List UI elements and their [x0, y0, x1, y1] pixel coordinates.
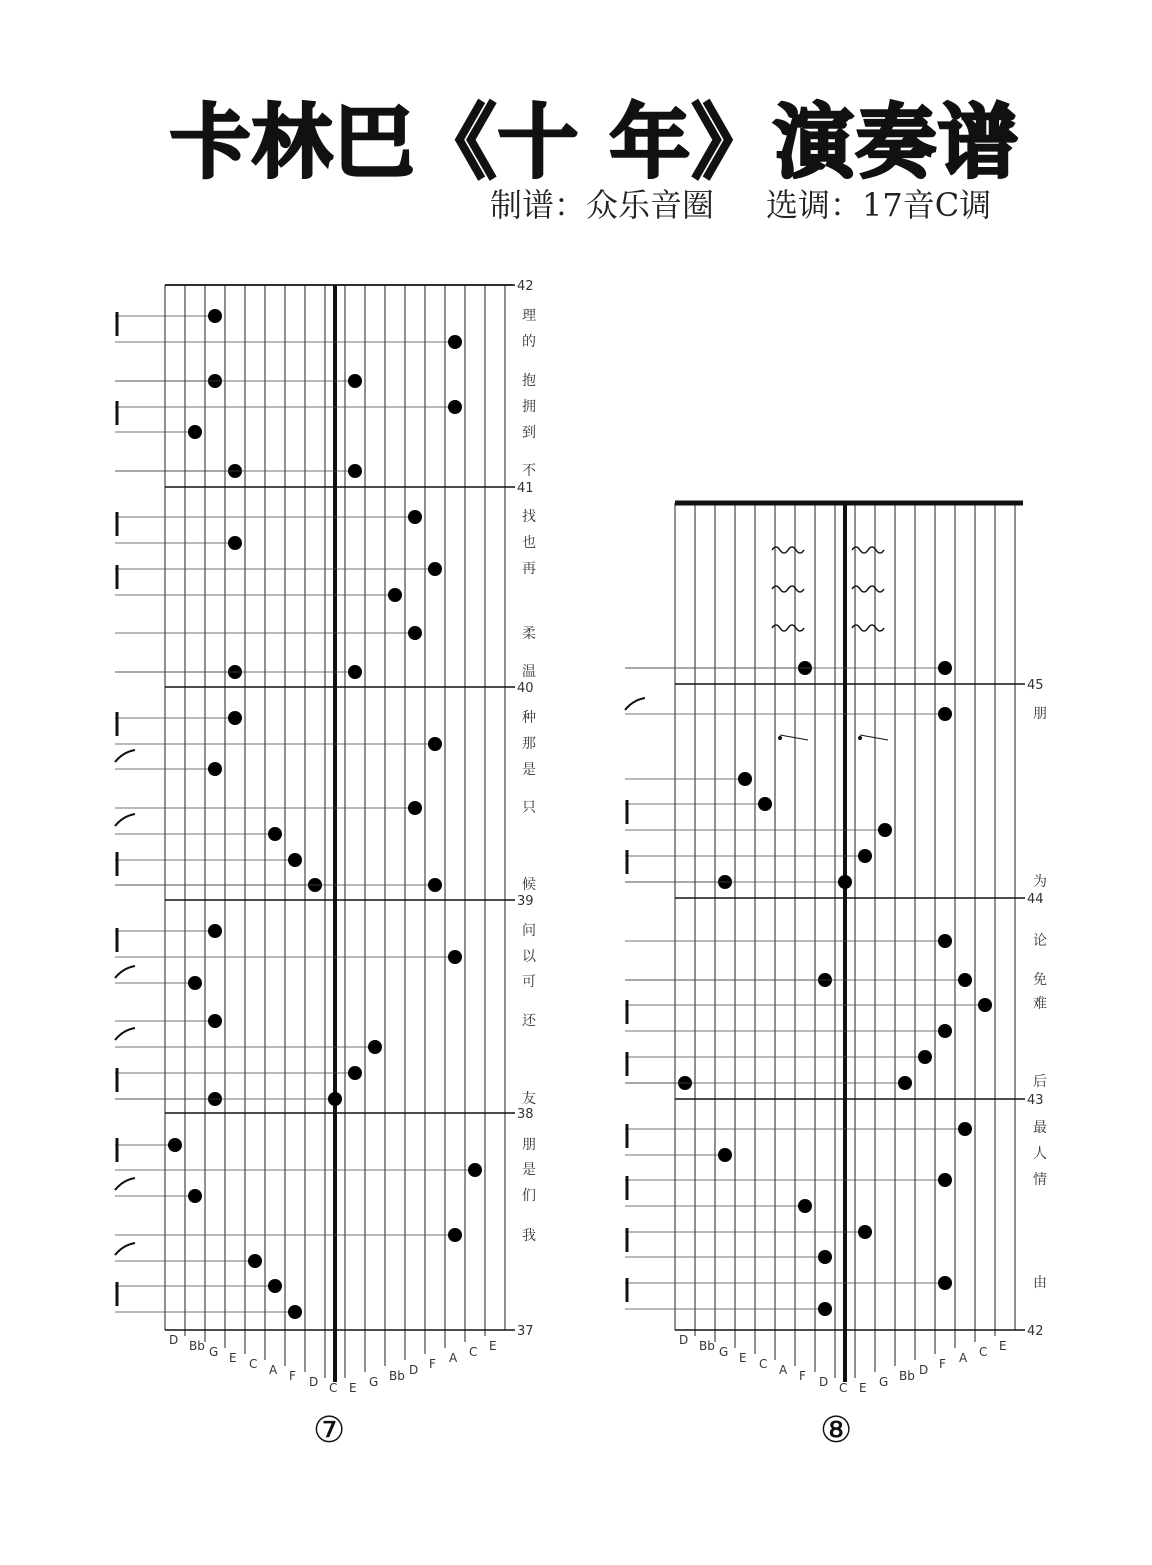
s8-bar-number: 44 [1027, 892, 1044, 907]
s8-note-name: C [759, 1357, 768, 1371]
section-8-label: ⑧ [820, 1410, 853, 1451]
s8-bar-number: 45 [1027, 678, 1044, 693]
s7-lyric: 再 [522, 561, 536, 577]
arranger-label: 制谱：众乐音圈 [490, 186, 715, 224]
s7-lyric: 朋 [522, 1137, 536, 1153]
s8-note-name: Bb [899, 1369, 915, 1383]
section-7-label: ⑦ [313, 1410, 346, 1451]
s7-lyric: 以 [522, 949, 536, 965]
s7-lyric: 候 [522, 877, 536, 893]
s8-note-name: F [799, 1369, 806, 1383]
s7-note-dot [228, 711, 242, 725]
s8-lyric: 最 [1033, 1120, 1047, 1136]
s8-lyric: 论 [1033, 933, 1047, 949]
s7-bar-number: 42 [517, 279, 534, 294]
s7-note-dot [348, 464, 362, 478]
s7-lyric: 种 [522, 710, 536, 726]
s8-note-name: A [959, 1351, 968, 1365]
page-title: 卡林巴《十 年》演奏谱 [170, 96, 1020, 189]
s7-lyric: 那 [522, 736, 536, 752]
s8-note-dot [718, 1148, 732, 1162]
s7-lyric: 是 [522, 762, 536, 778]
s8-note-dot [938, 661, 952, 675]
s7-note-name: Bb [189, 1339, 205, 1353]
s7-note-dot [348, 1066, 362, 1080]
s7-note-dot [428, 737, 442, 751]
s7-sheet [115, 279, 537, 1395]
s7-bar-number: 39 [517, 894, 534, 909]
s7-lyric: 找 [522, 509, 536, 525]
s7-note-dot [268, 827, 282, 841]
s7-note-name: F [289, 1369, 296, 1383]
s8-note-dot [838, 875, 852, 889]
s7-slur-mark [115, 1178, 135, 1190]
s8-sheet [625, 503, 1047, 1395]
s7-lyric: 还 [522, 1013, 536, 1029]
s7-bar-number: 41 [517, 481, 534, 496]
s7-note-dot [328, 1092, 342, 1106]
s7-note-dot [408, 801, 422, 815]
s8-bar-number: 43 [1027, 1093, 1044, 1108]
s7-lyric: 理 [522, 308, 536, 324]
s7-note-dot [348, 665, 362, 679]
s7-note-name: D [169, 1333, 179, 1347]
s7-note-dot [188, 425, 202, 439]
s7-slur-mark [115, 1243, 135, 1255]
s7-note-dot [208, 762, 222, 776]
s7-lyric: 温 [522, 664, 536, 680]
s8-note-dot [978, 998, 992, 1012]
s7-lyric: 只 [522, 800, 536, 816]
s7-note-dot [168, 1138, 182, 1152]
s7-note-name: C [329, 1381, 338, 1395]
s8-note-name: D [819, 1375, 829, 1389]
s7-lyric: 可 [522, 974, 536, 990]
grace-dot [778, 736, 782, 740]
s8-bar-number: 42 [1027, 1324, 1044, 1339]
s7-lyric: 友 [522, 1091, 536, 1107]
s8-note-dot [958, 1122, 972, 1136]
s8-lyric: 难 [1033, 996, 1047, 1012]
s8-note-dot [858, 849, 872, 863]
s7-lyric: 的 [522, 334, 536, 350]
s8-note-dot [938, 1173, 952, 1187]
s8-note-dot [938, 934, 952, 948]
s8-note-dot [938, 1024, 952, 1038]
s8-note-name: G [879, 1375, 889, 1389]
s7-note-dot [448, 950, 462, 964]
s8-note-dot [938, 1276, 952, 1290]
tremolo-mark [852, 586, 884, 592]
s7-note-dot [408, 510, 422, 524]
s7-note-dot [208, 309, 222, 323]
s8-note-name: Bb [699, 1339, 715, 1353]
s8-lyric: 情 [1033, 1172, 1047, 1188]
s8-note-name: A [779, 1363, 788, 1377]
s8-note-dot [898, 1076, 912, 1090]
s7-lyric: 我 [522, 1228, 536, 1244]
s7-note-dot [368, 1040, 382, 1054]
s7-lyric: 问 [522, 923, 536, 939]
s7-note-name: D [309, 1375, 319, 1389]
s7-note-name: A [269, 1363, 278, 1377]
s8-note-dot [918, 1050, 932, 1064]
s7-note-dot [348, 374, 362, 388]
s7-note-name: G [209, 1345, 219, 1359]
s7-note-dot [188, 976, 202, 990]
s7-lyric: 柔 [522, 626, 536, 642]
s7-lyric: 抱 [522, 373, 536, 389]
s7-note-name: Bb [389, 1369, 405, 1383]
s7-lyric: 到 [522, 425, 536, 441]
s8-note-dot [858, 1225, 872, 1239]
s8-note-dot [938, 707, 952, 721]
tremolo-mark [852, 547, 884, 553]
s7-note-dot [388, 588, 402, 602]
s7-note-name: D [409, 1363, 419, 1377]
s7-lyric: 不 [522, 463, 536, 479]
s7-note-name: C [249, 1357, 258, 1371]
grace-dot [858, 736, 862, 740]
s7-bar-number: 40 [517, 681, 534, 696]
s7-lyric: 是 [522, 1162, 536, 1178]
s8-note-name: D [679, 1333, 689, 1347]
s7-note-dot [288, 853, 302, 867]
s8-lyric: 朋 [1033, 706, 1047, 722]
tremolo-mark [772, 547, 804, 553]
tremolo-mark [772, 625, 804, 631]
s8-note-dot [758, 797, 772, 811]
s8-note-name: E [859, 1381, 867, 1395]
s8-note-dot [958, 973, 972, 987]
s7-note-name: F [429, 1357, 436, 1371]
s7-note-dot [208, 924, 222, 938]
s7-note-dot [428, 878, 442, 892]
s7-note-dot [208, 1014, 222, 1028]
s7-note-dot [248, 1254, 262, 1268]
s7-note-dot [288, 1305, 302, 1319]
s7-note-name: E [349, 1381, 357, 1395]
s7-bar-number: 37 [517, 1324, 534, 1339]
s8-slur-mark [625, 698, 645, 710]
s7-slur-mark [115, 1028, 135, 1040]
s8-lyric: 后 [1033, 1074, 1047, 1090]
tremolo-mark [772, 586, 804, 592]
s7-note-dot [408, 626, 422, 640]
s7-note-dot [268, 1279, 282, 1293]
s7-note-dot [468, 1163, 482, 1177]
s8-lyric: 人 [1033, 1146, 1047, 1162]
s8-note-name: D [919, 1363, 929, 1377]
s7-note-name: E [489, 1339, 497, 1353]
grace-line [860, 735, 888, 740]
s7-slur-mark [115, 750, 135, 762]
s7-lyric: 也 [522, 535, 536, 551]
s7-note-dot [448, 1228, 462, 1242]
s8-note-dot [818, 1250, 832, 1264]
s7-slur-mark [115, 814, 135, 826]
s8-note-dot [818, 1302, 832, 1316]
s8-note-name: E [999, 1339, 1007, 1353]
s7-note-dot [428, 562, 442, 576]
s8-note-name: C [979, 1345, 988, 1359]
s8-lyric: 为 [1033, 874, 1047, 890]
s7-lyric: 们 [522, 1188, 536, 1204]
s8-note-dot [878, 823, 892, 837]
s8-lyric: 由 [1033, 1275, 1047, 1291]
s8-note-name: C [839, 1381, 848, 1395]
s8-note-dot [738, 772, 752, 786]
s7-note-dot [448, 335, 462, 349]
s8-note-name: E [739, 1351, 747, 1365]
tremolo-mark [852, 625, 884, 631]
s8-note-dot [798, 1199, 812, 1213]
s8-lyric: 免 [1033, 972, 1047, 988]
s7-note-name: A [449, 1351, 458, 1365]
s7-note-name: E [229, 1351, 237, 1365]
grace-line [780, 735, 808, 740]
s7-bar-number: 38 [517, 1107, 534, 1122]
s7-lyric: 拥 [522, 399, 536, 415]
s7-note-dot [228, 536, 242, 550]
s8-note-name: F [939, 1357, 946, 1371]
s7-note-name: C [469, 1345, 478, 1359]
s7-note-dot [188, 1189, 202, 1203]
s7-slur-mark [115, 966, 135, 978]
s8-note-name: G [719, 1345, 729, 1359]
s7-note-dot [448, 400, 462, 414]
key-label: 选调：17音C调 [766, 186, 992, 224]
s7-note-name: G [369, 1375, 379, 1389]
